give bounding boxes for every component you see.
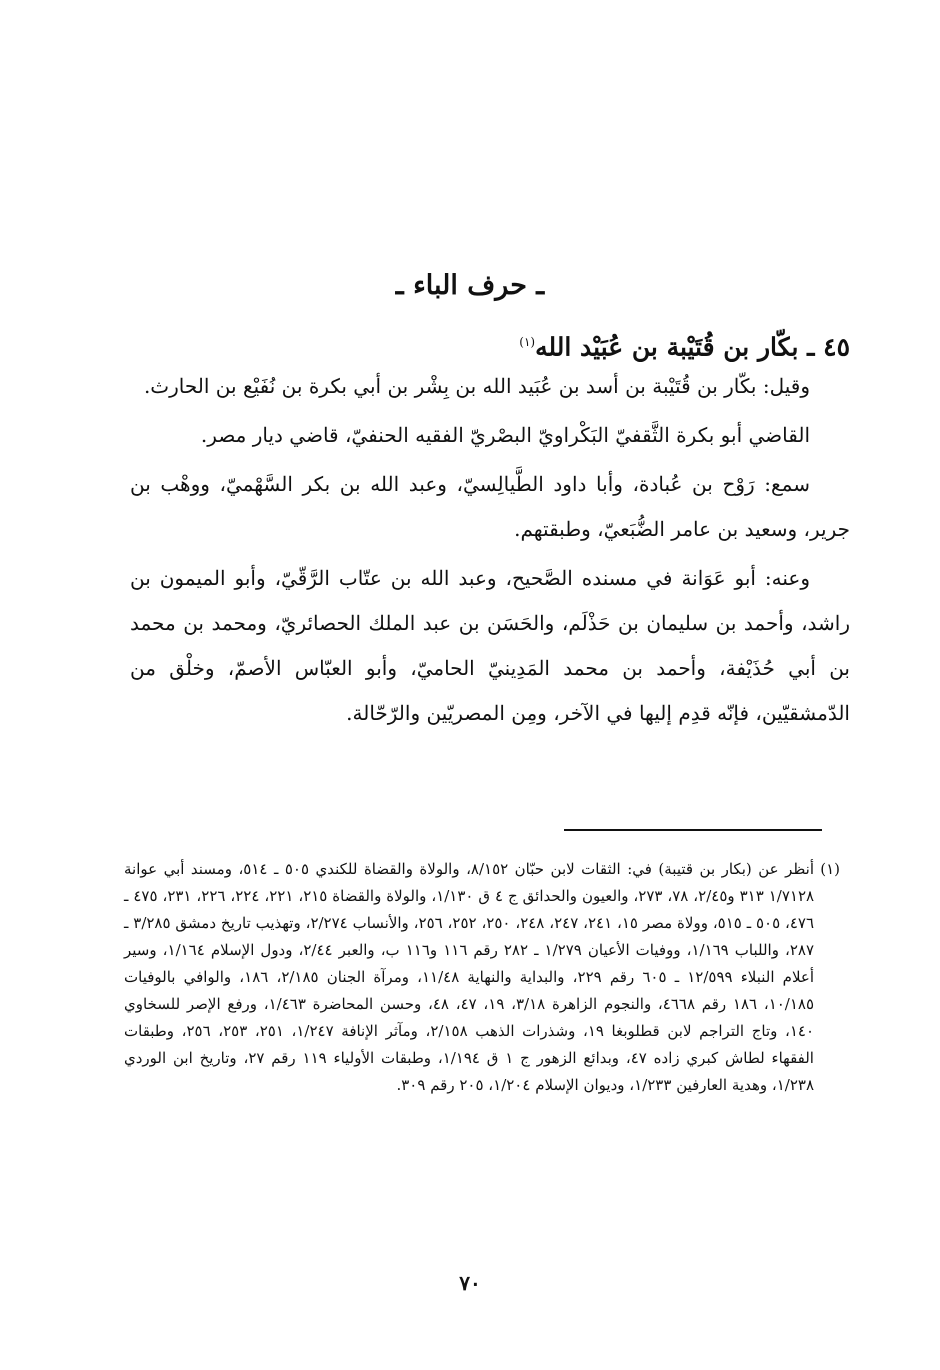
footnote-marker: (١) <box>820 860 840 878</box>
entry-heading <box>90 322 850 367</box>
footnote-separator <box>564 829 822 831</box>
paragraph-teachers: سمع: رَوْح بن عُبادة، وأبا داود الطَّيالِسيّ، وعبد الله بن بكر السَّهْميّ، ووهْب بن جرير، وسعيد بن عامر الضُّبَعيّ، وطبقتهم. <box>130 472 850 541</box>
entry-heading-text: ٤٥ ـ بكّار بن قُتَيْبة بن عُبَيْد الله <box>535 332 850 362</box>
chapter-title: ـ حرف الباء ـ <box>395 270 545 301</box>
footnote-reference: (١) <box>519 335 536 349</box>
footnote-text: أنظر عن (بكار بن قتيبة) في: الثقات لابن حبّان ٨/١٥٢، والولاة والقضاة للكندي ٥٠٥ ـ ٥١٤، ومسند أبي عوانة ١/٧١٢٨ ٣١٣ و٢/٤٥، ٧٨، ٢٧٣، والعيون والحدائق ج ٤ ق ١/١٣٠، والولاة والقضاة ٢١٥، ٢٢١، ٢٢٤، ٢٢٦، ٢٣١، ٤٧٥ ـ ٤٧٦، ٥٠٥ ـ ٥١٥، وولاة مصر ١٥، ٢٤١، ٢٤٧، ٢٤٨، ٢٥٠، ٢٥٢، ٢٥٦، والأنساب ٢/٢٧٤، وتهذيب تاريخ دمشق ٣/٢٨٥ ـ ٢٨٧، واللباب ١/١٦٩، ووفيات الأعيان ١/٢٧٩ ـ ٢٨٢ رقم ١١٦ و١١٦ ب، والعبر ٢/٤٤، ودول الإسلام ١/١٦٤، وسير أعلام النبلاء ١٢/٥٩٩ ـ ٦٠٥ رقم ٢٢٩، والبداية والنهاية ١١/٤٨، ومرآة الجنان ٢/١٨٥، ١٨٦، والوافي بالوفيات ١٠/١٨٥، ١٨٦ رقم ٤٦٦٨، والنجوم الزاهرة ٣/١٨، ١٩، ٤٧، ٤٨، وحسن المحاضرة ١/٤٦٣، ورفع الإصر للسخاوي ١٤٠، وتاج التراجم لابن قطلوبغا ١٩، وشذرات الذهب ٢/١٥٨، ومآثر الإنافة ١/٢٤٧، ٢٥١، ٢٥٣، ٢٥٦، وطبقات الفقهاء لطاش كبري زاده ٤٧، وبدائع الزهور ج ١ ق ١/١٩٤، وطبقات الأولياء ١١٩ رقم ٢٧، وتاريخ ابن الوردي ١/٢٣٨، وهدية العارفين ١/٢٣٣، وديوان الإسلام ١/٢٠٤، ٢٠٥ رقم ٣٠٩. <box>124 860 815 1094</box>
entry-body <box>130 364 850 736</box>
paragraph-students: وعنه: أبو عَوَانة في مسنده الصَّحيح، وعبد الله بن عتّاب الرَّقّيّ، وأبو الميمون بن راشد، وأحمد بن سليمان بن حَذْلَم، والحَسَن بن عبد الملك الحصائريّ، ومحمد بن محمد بن أبي حُذَيْفة، وأحمد بن محمد المَدِينيّ الحاميّ، وأبو العبّاس الأصمّ، وخلْق من الدّمشقيّين، فإنّه قدِم إليها في الآخر، ومِن المصريّين والرّحّالة. <box>130 566 850 725</box>
page-number: ٧٠ <box>459 1271 481 1295</box>
paragraph-lineage: وقيل: بكّار بن قُتَيْبة بن أسد بن عُبَيد الله بن بِشْر بن أبي بكرة بن نُفَيْع بن الحارث. <box>143 374 810 398</box>
paragraph-title: القاضي أبو بكرة الثَّقفيّ البَكْراويّ البصْريّ الفقيه الحنفيّ، قاضي ديار مصر. <box>200 423 810 447</box>
